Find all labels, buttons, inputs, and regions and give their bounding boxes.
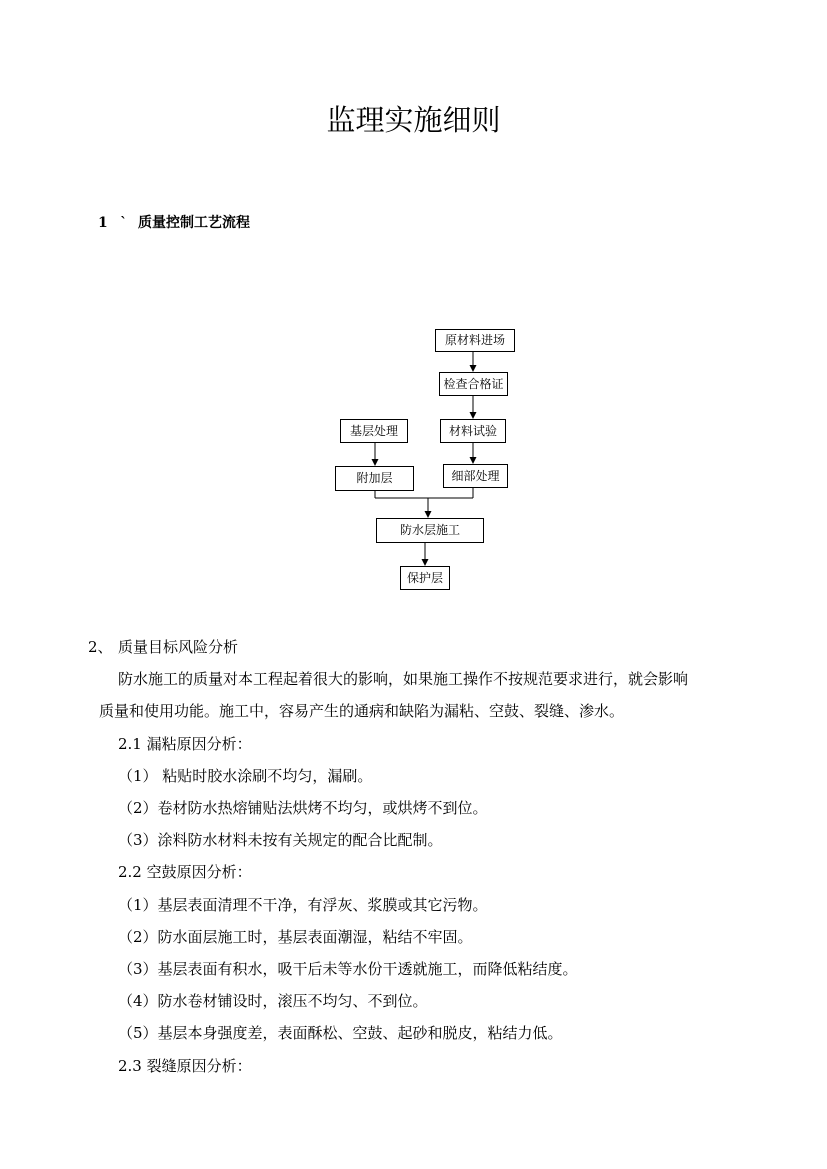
document-title: 监理实施细则 [326, 103, 501, 137]
subsection-2-1-item: （3）涂料防水材料未按有关规定的配合比配制。 [118, 831, 443, 849]
flow-box-base-treatment: 基层处理 [340, 419, 408, 443]
flow-box-detail-treatment: 细部处理 [443, 464, 508, 488]
section-2-heading [88, 636, 238, 657]
subsection-2-1-heading: 2.1 漏粘原因分析： [118, 735, 252, 753]
subsection-2-1-item: （1） 粘贴时胶水涂刷不均匀，漏刷。 [118, 767, 373, 785]
subsection-2-2-item: （5）基层本身强度差，表面酥松、空鼓、起砂和脱皮，粘结力低。 [118, 1024, 563, 1042]
intro-paragraph-line-2: 质量和使用功能。施工中，容易产生的通病和缺陷为漏粘、空鼓、裂缝、渗水。 [99, 702, 625, 720]
subsection-2-2-heading: 2.2 空鼓原因分析： [118, 863, 252, 881]
intro-paragraph-line-1: 防水施工的质量对本工程起着很大的影响，如果施工操作不按规范要求进行，就会影响 [118, 670, 689, 688]
flow-box-protection-layer: 保护层 [400, 566, 450, 590]
flow-box-material-test: 材料试验 [440, 419, 506, 443]
subsection-2-1-item: （2）卷材防水热熔铺贴法烘烤不均匀，或烘烤不到位。 [118, 799, 488, 817]
subsection-2-2-item: （4）防水卷材铺设时，滚压不均匀、不到位。 [118, 992, 428, 1010]
section-1-number: 1 [98, 215, 108, 231]
section-2-title: 质量目标风险分析 [118, 638, 239, 656]
section-1-title: 质量控制工艺流程 [138, 215, 250, 231]
section-1-mark: ` [120, 215, 127, 231]
subsection-2-2-item: （2）防水面层施工时，基层表面潮湿，粘结不牢固。 [118, 928, 473, 946]
flow-box-raw-material: 原材料进场 [435, 329, 515, 352]
section-2-number: 2、 [88, 638, 113, 656]
flow-box-additional-layer: 附加层 [335, 466, 414, 491]
flow-box-check-cert: 检查合格证 [439, 372, 508, 396]
subsection-2-3-heading: 2.3 裂缝原因分析： [118, 1057, 252, 1075]
flow-box-waterproof-construction: 防水层施工 [376, 518, 484, 543]
subsection-2-2-item: （1）基层表面清理不干净，有浮灰、浆膜或其它污物。 [118, 896, 488, 914]
subsection-2-2-item: （3）基层表面有积水，吸干后未等水份干透就施工，而降低粘结度。 [118, 960, 578, 978]
